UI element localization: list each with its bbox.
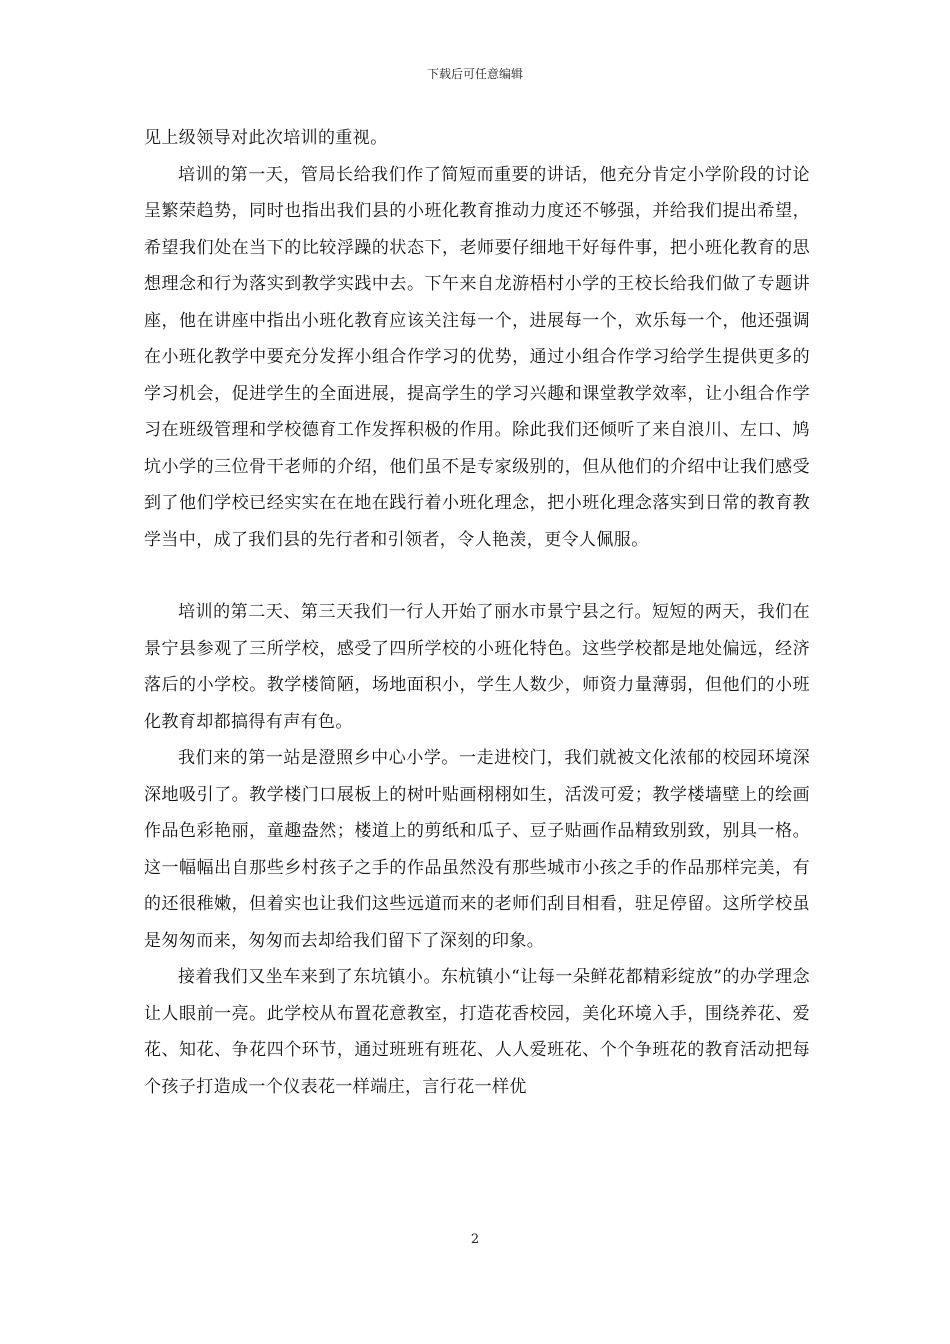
paragraph-first-day: 培训的第一天，管局长给我们作了简短而重要的讲话，他充分肯定小学阶段的讨论呈繁荣趋势，同时也指出我们县的小班化教育推动力度还不够强，并给我们提出希望，希望我们处在当下的比较浮躁的状态下，老师要仔细地干好每件事，把小班化教育的思想理念和行为落实到教学实践中去。下午来自龙游梧村小学的王校长给我们做了专题讲座，他在讲座中指出小班化教育应该关注每一个，进展每一个，欢乐每一个，他还强调在小班化教学中要充分发挥小组合作学习的优势，通过小组合作学习给学生提供更多的学习机会，促进学生的全面进展，提高学生的学习兴趣和课堂教学效率，让小组合作学习在班级管理和学校德育工作发挥积极的作用。除此我们还倾听了来自浪川、左口、鸠坑小学的三位骨干老师的介绍，他们虽不是专家级别的，但从他们的介绍中让我们感受到了他们学校已经实实在在地在践行着小班化理念，把小班化理念落实到日常的教育教学当中，成了我们县的先行者和引领者，令人艳羡，更令人佩服。 — [144, 164, 810, 550]
paragraph-dongkeng-school: 接着我们又坐车来到了东坑镇小。东杭镇小“让每一朵鲜花都精彩绽放”的办学理念让人眼前一亮。此学校从布置花意教室，打造花香校园，美化环境入手，围绕养花、爱花、知花、争花四个环节，通过班班有班花、人人爱班花、个个争班花的教育活动把每个孩子打造成一个仪表花一样端庄，言行花一样优 — [144, 967, 810, 1097]
paragraph-second-third-day: 培训的第二天、第三天我们一行人开始了丽水市景宁县之行。短短的两天，我们在景宁县参观了三所学校，感受了四所学校的小班化特色。这些学校都是地处偏远，经济落后的小学校。教学楼简陋，场地面积小，学生人数少，师资力量薄弱，但他们的小班化教育却都搞得有声有色。 — [144, 602, 810, 732]
paragraph-first-stop: 我们来的第一站是澄照乡中心小学。一走进校门，我们就被文化浓郁的校园环境深深地吸引了。教学楼门口展板上的树叶贴画栩栩如生，活泼可爱；教学楼墙壁上的绘画作品色彩艳丽，童趣盎然；楼道上的剪纸和瓜子、豆子贴画作品精致别致，别具一格。这一幅幅出自那些乡村孩子之手的作品虽然没有那些城市小孩之手的作品那样完美，有的还很稚嫩，但着实也让我们这些远道而来的老师们刮目相看，驻足停留。这所学校虽是匆匆而来，匆匆而去却给我们留下了深刻的印象。 — [144, 748, 810, 951]
page-number: 2 — [470, 1232, 480, 1247]
paragraph-continuation: 见上级领导对此次培训的重视。 — [144, 128, 388, 148]
document-body — [144, 120, 810, 1105]
page-header: 下载后可任意编辑 — [426, 67, 523, 81]
